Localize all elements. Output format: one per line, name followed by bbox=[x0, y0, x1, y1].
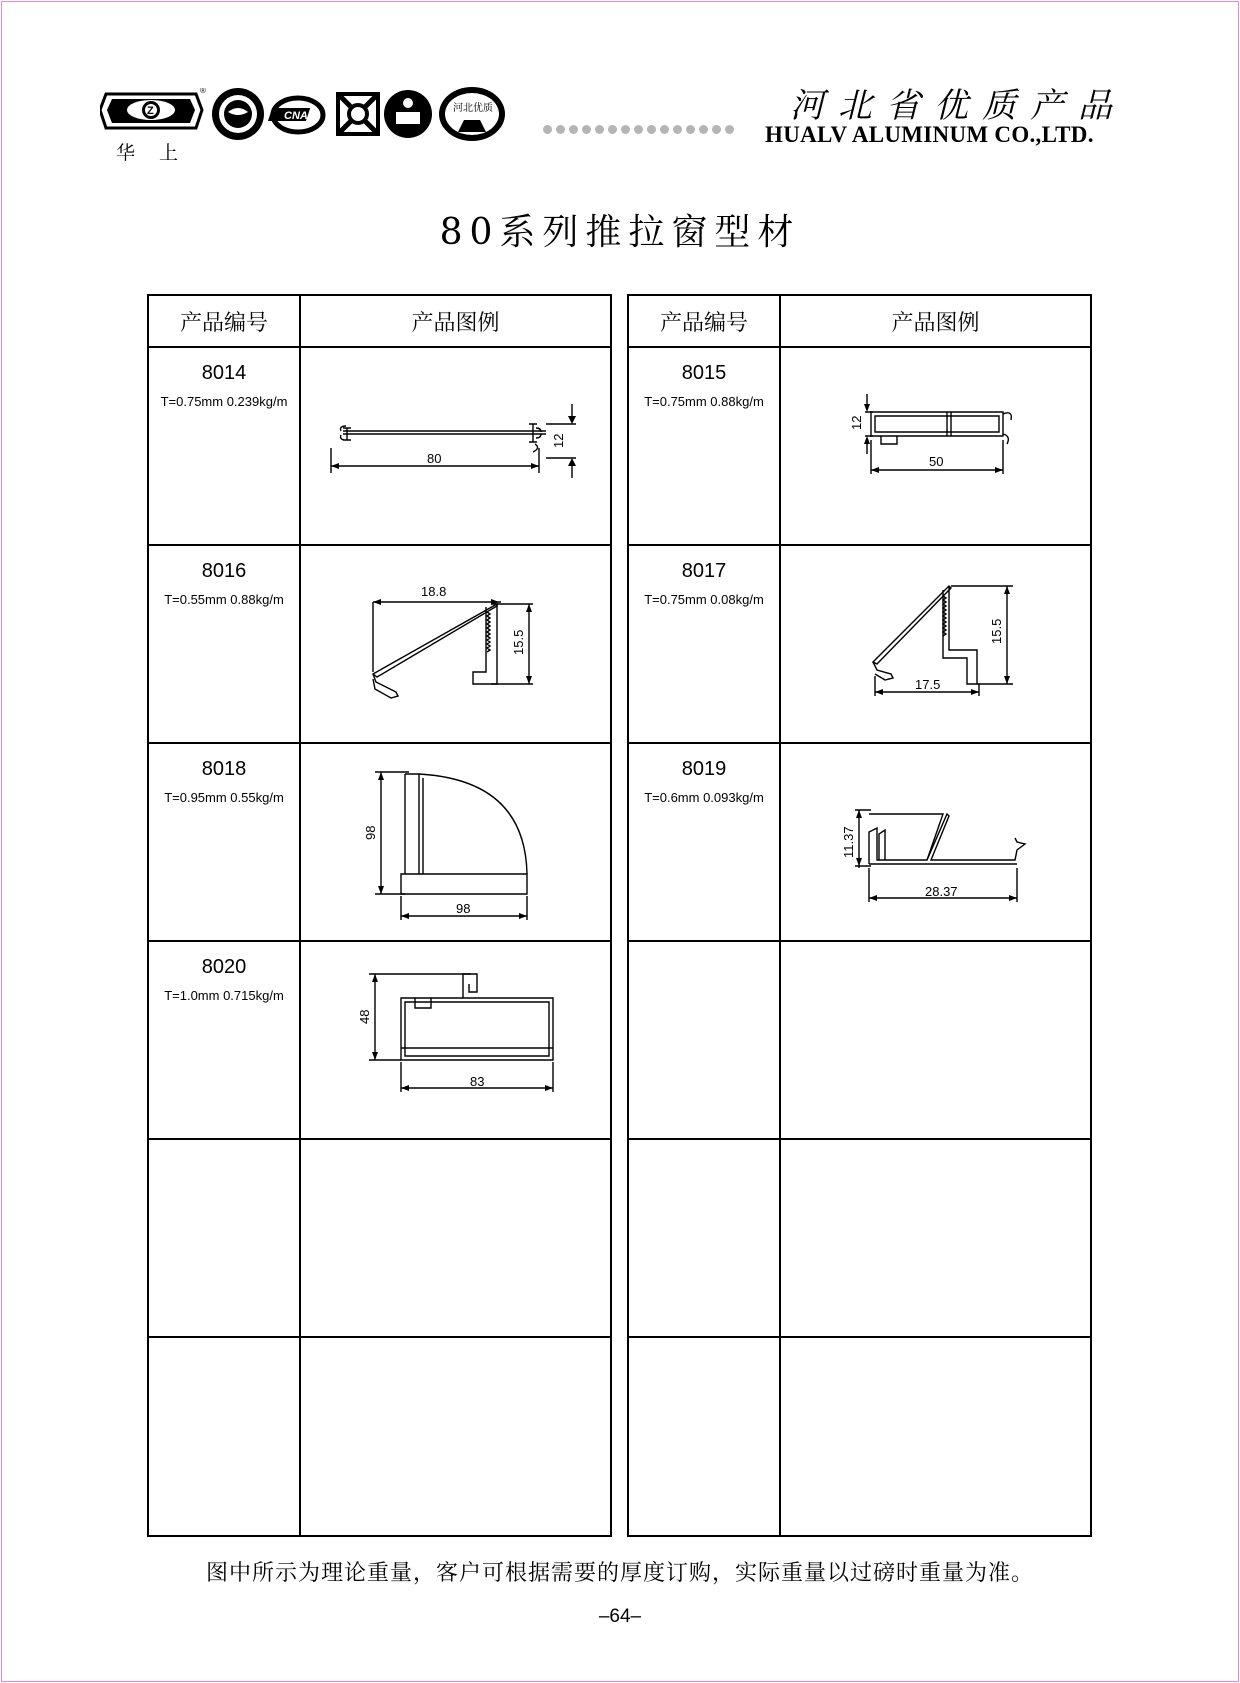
product-code: 8015 bbox=[681, 362, 727, 384]
product-spec: T=1.0mm 0.715kg/m bbox=[164, 988, 284, 1003]
profile-drawing-8015 bbox=[781, 348, 1090, 544]
hebei-quality-seal-icon bbox=[439, 87, 505, 141]
profile-drawing-8014 bbox=[301, 348, 610, 544]
dimension-height: 98 bbox=[363, 825, 378, 840]
table-row-empty bbox=[629, 942, 1090, 1140]
page-number: –64– bbox=[598, 1606, 642, 1627]
product-code: 8014 bbox=[201, 362, 247, 384]
slogan-cn: 河北省优质产品 bbox=[790, 86, 1126, 126]
profile-drawing-8017 bbox=[781, 546, 1090, 742]
dimension-width: 18.8 bbox=[421, 584, 447, 599]
page-title: 80系列推拉窗型材 bbox=[439, 212, 801, 253]
product-code: 8017 bbox=[681, 560, 727, 582]
product-spec: T=0.55mm 0.88kg/m bbox=[164, 592, 284, 607]
table-row-empty bbox=[629, 1338, 1090, 1535]
dimension-height: 12 bbox=[551, 433, 566, 448]
footer-note: 图中所示为理论重量，客户可根据需要的厚度订购，实际重量以过磅时重量为准。 bbox=[205, 1561, 1034, 1586]
table-header bbox=[149, 296, 610, 348]
hebei-seal-text: 河北优质 bbox=[453, 103, 493, 114]
profile-drawing-8020 bbox=[301, 942, 610, 1138]
svg-text:®: ® bbox=[200, 88, 206, 95]
product-code: 8016 bbox=[201, 560, 247, 582]
dimension-height: 15.5 bbox=[989, 618, 1004, 644]
product-spec: T=0.6mm 0.093kg/m bbox=[644, 790, 764, 805]
table-row bbox=[629, 348, 1090, 546]
profile-drawing-8016 bbox=[301, 546, 610, 742]
product-table-right bbox=[627, 294, 1092, 1537]
product-certification-icon bbox=[384, 90, 432, 138]
product-code: 8020 bbox=[201, 956, 247, 978]
dimension-height: 15.5 bbox=[511, 629, 526, 655]
globe-seal-icon bbox=[212, 88, 264, 140]
table-header bbox=[629, 296, 1090, 348]
product-spec: T=0.75mm 0.08kg/m bbox=[644, 592, 764, 607]
dimension-height: 12 bbox=[849, 415, 864, 430]
table-row bbox=[149, 546, 610, 744]
dimension-width: 98 bbox=[456, 901, 471, 916]
dimension-width: 17.5 bbox=[915, 677, 941, 692]
profile-drawing-8018 bbox=[301, 744, 610, 940]
brand-logo-letter: Z bbox=[147, 105, 154, 117]
brand-label: 华上 bbox=[116, 142, 203, 164]
table-row bbox=[629, 744, 1090, 942]
table-row bbox=[149, 348, 610, 546]
cnas-certification-icon bbox=[268, 98, 323, 132]
dimension-width: 50 bbox=[929, 454, 944, 469]
dimension-width: 80 bbox=[427, 451, 442, 466]
table-row-empty bbox=[149, 1140, 610, 1338]
dimension-height: 11.37 bbox=[841, 826, 856, 858]
dimension-width: 83 bbox=[470, 1074, 485, 1089]
table-row bbox=[149, 744, 610, 942]
profile-drawing-8019 bbox=[781, 744, 1090, 940]
table-row-empty bbox=[149, 1338, 610, 1535]
dotted-separator bbox=[543, 125, 734, 134]
product-spec: T=0.95mm 0.55kg/m bbox=[164, 790, 284, 805]
dimension-height: 48 bbox=[357, 1009, 372, 1024]
dimension-width: 28.37 bbox=[925, 884, 958, 899]
company-name-en: HUALV ALUMINUM CO.,LTD. bbox=[765, 122, 1094, 147]
product-spec: T=0.75mm 0.239kg/m bbox=[160, 394, 288, 409]
header-image: 产品图例 bbox=[411, 310, 500, 336]
product-code: 8019 bbox=[681, 758, 727, 780]
product-code: 8018 bbox=[201, 758, 247, 780]
table-row bbox=[629, 546, 1090, 744]
table-row bbox=[149, 942, 610, 1140]
product-table-left bbox=[147, 294, 612, 1537]
table-row-empty bbox=[629, 1140, 1090, 1338]
quality-mark-icon bbox=[338, 94, 378, 134]
header-code: 产品编号 bbox=[149, 296, 301, 346]
header-image: 产品图例 bbox=[891, 310, 980, 336]
header-code: 产品编号 bbox=[629, 296, 781, 346]
cnas-badge-text: CNAS bbox=[284, 110, 316, 122]
product-spec: T=0.75mm 0.88kg/m bbox=[644, 394, 764, 409]
certification-badges bbox=[210, 84, 540, 144]
